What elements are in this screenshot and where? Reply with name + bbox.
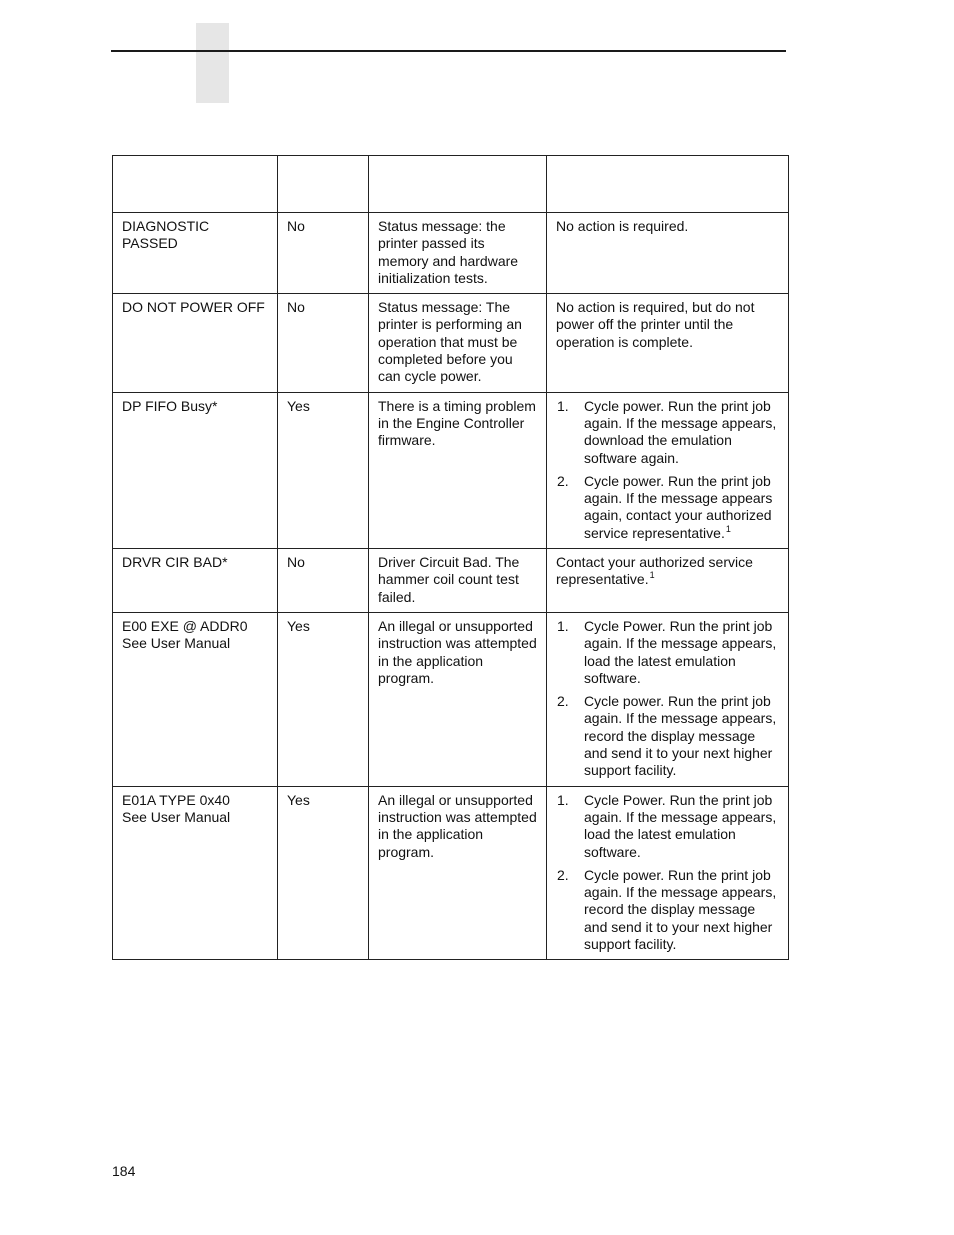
step-number: 1.: [557, 397, 569, 414]
action-steps-list: [556, 792, 780, 954]
message-cell: [113, 294, 278, 392]
message-line: E00 EXE @ ADDR0: [122, 617, 248, 634]
explanation-cell: Status message: The printer is performing an operation that must be completed before you can cycle power.: [369, 294, 547, 392]
step-number: 1.: [557, 617, 569, 634]
action-step: [556, 693, 780, 779]
message-line: See User Manual: [122, 635, 231, 652]
action-step: [556, 618, 780, 687]
action-text: No action is required, but do not power off the printer until the operation is complete.: [556, 299, 755, 350]
step-text: Cycle power. Run the print job again. If the message appears, record the display message and send it to your next higher support facility.: [584, 693, 777, 779]
action-steps-list: [556, 398, 780, 542]
action-step: [556, 398, 780, 467]
explanation-cell: Driver Circuit Bad. The hammer coil count test failed.: [369, 549, 547, 613]
explanation-cell: Status message: the printer passed its memory and hardware initialization tests.: [369, 213, 547, 294]
action-text: Contact your authorized service representative.: [556, 554, 753, 588]
step-text: Cycle Power. Run the print job again. If the message appears, load the latest emulation software.: [584, 617, 777, 686]
message-line: DP FIFO Busy*: [122, 397, 218, 414]
message-line: DRVR CIR BAD*: [122, 554, 228, 571]
header-cell-message: [113, 156, 278, 213]
step-text: Cycle power. Run the print job again. If the message appears, record the display message and send it to your next higher support facility.: [584, 866, 777, 952]
message-cell: [113, 786, 278, 960]
step-number: 2.: [557, 693, 569, 710]
table-header-row: [113, 156, 789, 213]
step-text: Cycle Power. Run the print job again. If the message appears, load the latest emulation software.: [584, 791, 777, 860]
flag-cell: No: [278, 294, 369, 392]
action-cell: [547, 213, 789, 294]
action-steps-list: [556, 618, 780, 780]
message-cell: [113, 549, 278, 613]
message-table: [112, 155, 789, 960]
explanation-cell: An illegal or unsupported instruction was attempted in the application program.: [369, 786, 547, 960]
explanation-cell: An illegal or unsupported instruction was attempted in the application program.: [369, 612, 547, 786]
page-number: 184: [112, 1163, 136, 1179]
step-number: 1.: [557, 791, 569, 808]
action-cell: [547, 392, 789, 548]
message-line: PASSED: [122, 235, 178, 252]
table-row: [113, 294, 789, 392]
explanation-cell: There is a timing problem in the Engine Controller firmware.: [369, 392, 547, 548]
header-cell-explanation: [369, 156, 547, 213]
message-table-body: [113, 156, 789, 960]
message-cell: [113, 213, 278, 294]
table-row: [113, 612, 789, 786]
header-cell-action: [547, 156, 789, 213]
flag-cell: No: [278, 549, 369, 613]
action-step: [556, 473, 780, 542]
table-row: [113, 392, 789, 548]
flag-cell: Yes: [278, 612, 369, 786]
action-cell: [547, 612, 789, 786]
action-step: [556, 792, 780, 861]
step-text: Cycle power. Run the print job again. If the message appears, download the emulation software again.: [584, 397, 777, 466]
table-row: [113, 786, 789, 960]
message-cell: [113, 612, 278, 786]
flag-cell: No: [278, 213, 369, 294]
message-line: DIAGNOSTIC: [122, 218, 210, 234]
action-text: No action is required.: [556, 218, 689, 234]
header-rule: [111, 50, 786, 52]
table-row: [113, 213, 789, 294]
footnote-marker: 1: [725, 523, 731, 534]
step-number: 2.: [557, 472, 569, 489]
flag-cell: Yes: [278, 786, 369, 960]
action-step: [556, 867, 780, 953]
action-cell: [547, 294, 789, 392]
step-text: Cycle power. Run the print job again. If the message appears again, contact your authorized service representative.: [584, 472, 773, 541]
action-cell: [547, 549, 789, 613]
chapter-tab: [196, 23, 229, 103]
flag-cell: Yes: [278, 392, 369, 548]
footnote-marker: 1: [649, 570, 655, 581]
table-row: [113, 549, 789, 613]
message-line: DO NOT POWER OFF: [122, 299, 265, 316]
message-line: E01A TYPE 0x40: [122, 791, 230, 808]
message-cell: [113, 392, 278, 548]
header-cell-flag: [278, 156, 369, 213]
step-number: 2.: [557, 866, 569, 883]
message-line: See User Manual: [122, 808, 231, 825]
action-cell: [547, 786, 789, 960]
